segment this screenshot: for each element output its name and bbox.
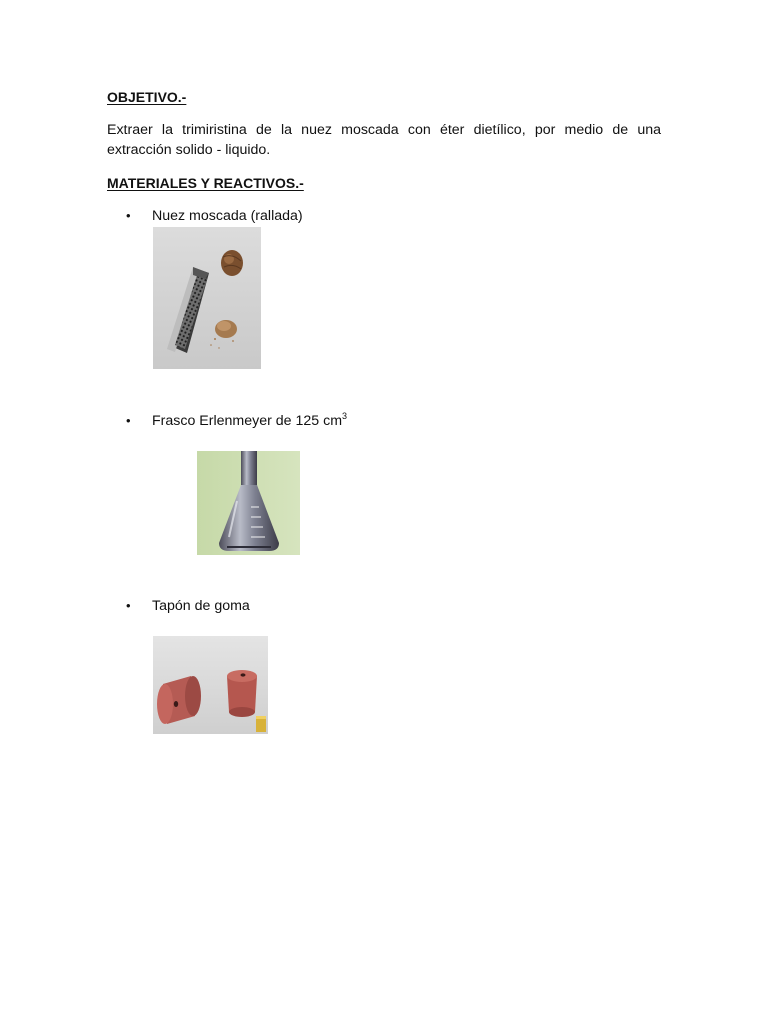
list-item	[0, 206, 768, 226]
nutmeg-grater-photo	[153, 227, 261, 369]
rubber-stopper-photo	[153, 636, 268, 734]
materials-heading: MATERIALES Y REACTIVOS.-	[107, 175, 304, 191]
bullet-icon: •	[126, 208, 131, 223]
list-item	[0, 596, 768, 616]
bullet-icon: •	[126, 598, 131, 613]
list-item	[0, 411, 768, 431]
item-label: Frasco Erlenmeyer de 125 $cm^3$	[152, 411, 348, 429]
objective-text: Extraer la trimiristina de la nuez moscada con éter dietílico, por medio de una extracción solido - liquido.	[107, 122, 661, 158]
item-label: Tapón de goma	[152, 598, 250, 614]
bullet-icon: •	[126, 413, 131, 428]
objective-heading: OBJETIVO.-	[107, 89, 187, 105]
item-label: Nuez moscada (rallada)	[152, 208, 303, 224]
erlenmeyer-flask-photo	[197, 451, 300, 555]
